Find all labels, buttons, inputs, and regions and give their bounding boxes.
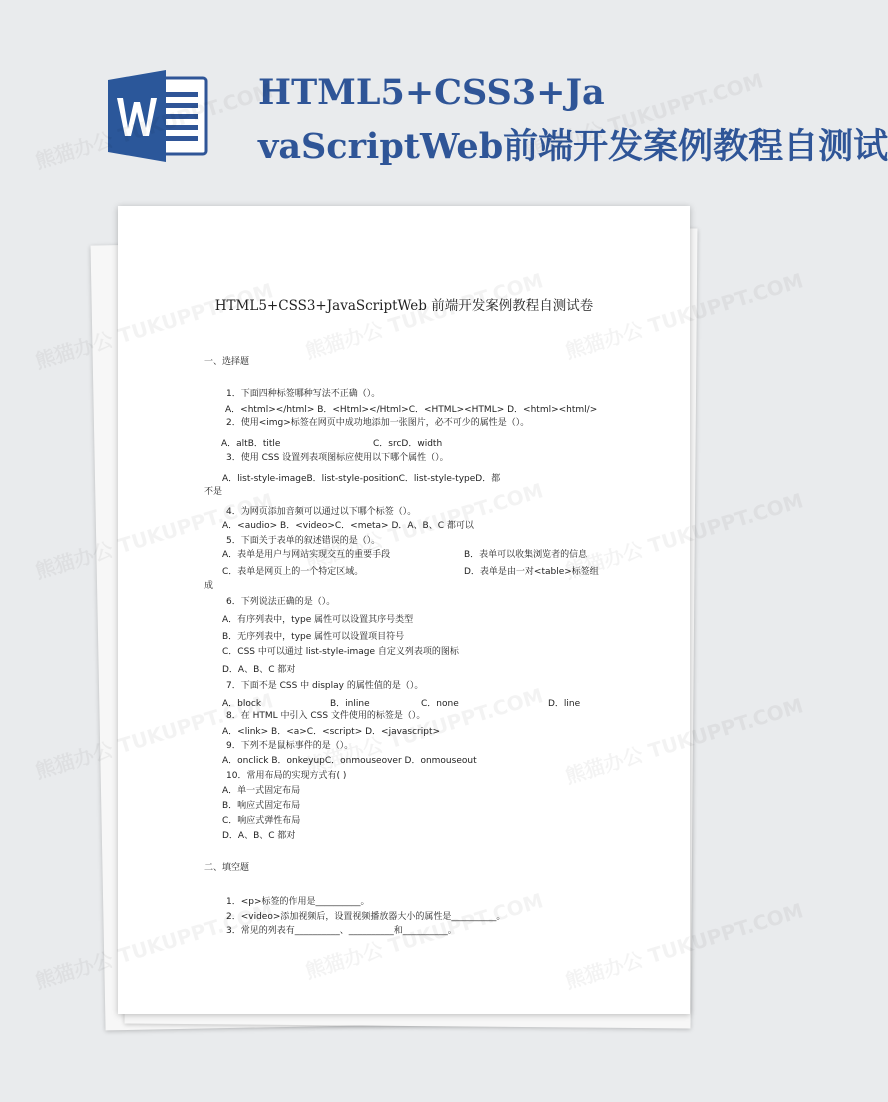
question-5: 5．下面关于表单的叙述错误的是（）。 (226, 536, 381, 546)
question-5-option-d-cont: 成 (204, 581, 214, 591)
section-heading-fill: 二、填空题 (204, 863, 250, 873)
question-5-option-d: D．表单是由一对<table>标签组 (464, 567, 599, 577)
question-8-options: A．<link> B．<a>C．<script> D．<javascript> (222, 727, 441, 737)
title-line-1: HTML5+CSS3+Ja (258, 72, 605, 113)
question-3: 3．使用 CSS 设置列表项图标应使用以下哪个属性（）。 (226, 453, 449, 463)
question-10: 10．常用布局的实现方式有( ) (226, 771, 347, 781)
question-7-option-b: B．inline (330, 699, 370, 709)
question-2-options-cd: C．srcD．width (373, 439, 443, 449)
question-5-option-c: C．表单是网页上的一个特定区域。 (222, 567, 364, 577)
question-2-options-ab: A．altB．title (221, 439, 281, 449)
fill-question-1: 1．<p>标签的作用是__________。 (226, 897, 370, 907)
question-8: 8．在 HTML 中引入 CSS 文件使用的标签是（）。 (226, 711, 426, 721)
question-1: 1．下面四种标签哪种写法不正确（）。 (226, 389, 381, 399)
question-7-option-d: D．line (548, 699, 581, 709)
question-7: 7．下面不是 CSS 中 display 的属性值的是（）。 (226, 681, 424, 691)
question-4: 4．为网页添加音频可以通过以下哪个标签（）。 (226, 507, 417, 517)
question-6-option-b: B．无序列表中，type 属性可以设置项目符号 (222, 632, 405, 642)
question-6-option-a: A．有序列表中，type 属性可以设置其序号类型 (222, 615, 414, 625)
question-7-option-a: A．block (222, 699, 262, 709)
question-10-option-b: B．响应式固定布局 (222, 801, 301, 811)
section-heading-choice: 一、选择题 (204, 357, 250, 367)
word-document-icon (108, 70, 208, 162)
page-title: HTML5+CSS3+JavaScriptWeb 前端开发案例教程自测试卷 (214, 298, 594, 314)
question-1-options: A．<html></html> B．<Html></Html>C．<HTML><HTML> D．<html><html/> (225, 405, 598, 415)
question-10-option-a: A．单一式固定布局 (222, 786, 301, 796)
question-10-option-d: D．A、B、C 都对 (222, 831, 296, 841)
question-6-option-d: D．A、B、C 都对 (222, 665, 296, 675)
question-2: 2．使用<img>标签在网页中成功地添加一张图片，必不可少的属性是（）。 (226, 418, 530, 428)
document-title-banner (258, 66, 888, 176)
question-7-option-c: C．none (421, 699, 459, 709)
question-4-options: A．<audio> B．<video>C．<meta> D．A、B、C 都可以 (222, 521, 474, 531)
question-3-options-cont: 不是 (204, 487, 223, 497)
question-5-option-a: A．表单是用户与网站实现交互的重要手段 (222, 550, 391, 560)
fill-question-3: 3．常见的列表有__________、__________和__________。 (226, 926, 457, 936)
question-6-option-c: C．CSS 中可以通过 list-style-image 自定义列表项的图标 (222, 647, 459, 657)
title-line-2: vaScriptWeb前端开发案例教程自测试 (258, 126, 888, 167)
question-5-option-b: B．表单可以收集浏览者的信息 (464, 550, 588, 560)
question-9-options: A．onclick B．onkeyupC．onmouseover D．onmouseout (222, 756, 477, 766)
document-page (118, 206, 690, 1014)
fill-question-2: 2．<video>添加视频后，设置视频播放器大小的属性是__________。 (226, 912, 506, 922)
question-6: 6．下列说法正确的是（）。 (226, 597, 336, 607)
question-3-options: A．list-style-imageB．list-style-positionC．list-style-typeD．都 (222, 474, 501, 484)
question-9: 9．下列不是鼠标事件的是（）。 (226, 741, 354, 751)
question-10-option-c: C．响应式弹性布局 (222, 816, 301, 826)
